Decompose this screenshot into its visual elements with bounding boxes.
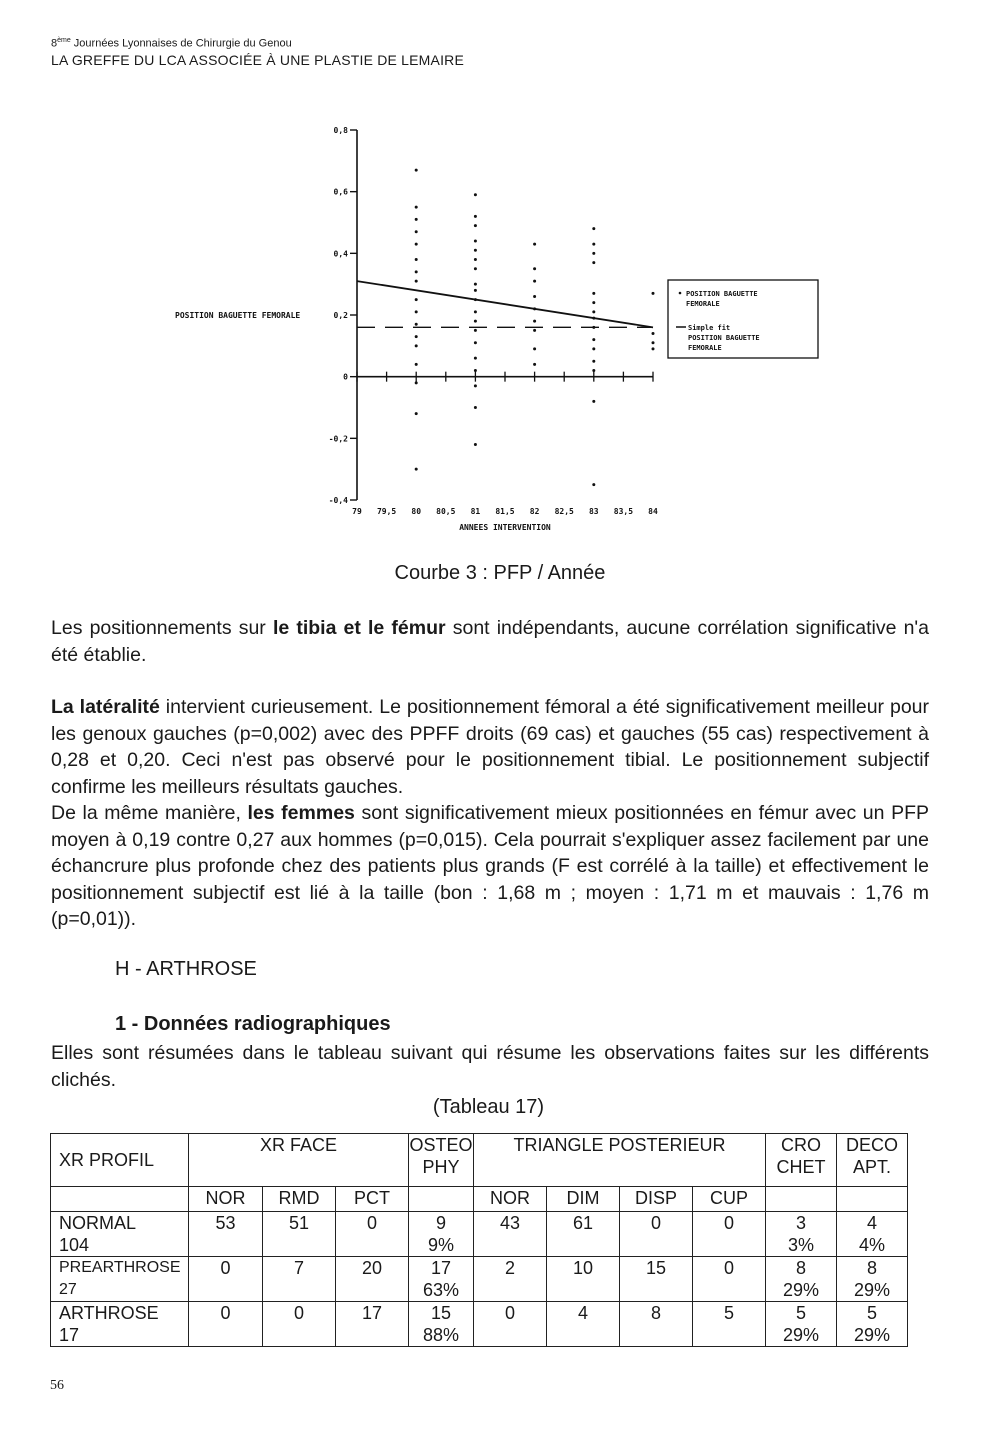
subheader-empty: [51, 1187, 189, 1212]
cell: 0: [189, 1257, 263, 1302]
subheader-tri-cup: CUP: [693, 1187, 766, 1212]
cell: 5: [693, 1302, 766, 1347]
chart-axes: [357, 130, 653, 500]
paragraph-femmes: De la même manière, les femmes sont significativement mieux positionnées en fémur avec un PFP moyen à 0,19 contre 0,27 aux hommes (p=0,015). Cela pourrait s'expliquer assez facilement par une échancrure plus profonde chez des patients plus grands (F est corrélé à la taille) et effectivement le positionnement subjectif est lié à la taille (bon : 1,68 m ; moyen : 1,71 m et mauvais : 1,76 m (p=0,01)).: [51, 802, 929, 930]
data-point: [415, 270, 418, 273]
data-point: [474, 240, 477, 243]
x-tick-label: 83,5: [613, 507, 634, 516]
cell: 61: [547, 1212, 620, 1257]
data-point: [415, 323, 418, 326]
running-header-title: LA GREFFE DU LCA ASSOCIÉE À UNE PLASTIE DE LEMAIRE: [51, 52, 465, 68]
data-point: [592, 338, 595, 341]
x-tick-label: 83: [588, 507, 599, 516]
x-tick-label: 79: [352, 507, 362, 516]
legend-line-label: Simple fit: [688, 324, 731, 332]
cell: 8 29%: [766, 1257, 837, 1302]
data-point: [652, 347, 655, 350]
cell: 15: [620, 1257, 693, 1302]
data-point: [415, 468, 418, 471]
header-xr-face: XR FACE: [189, 1134, 409, 1187]
table-row: [51, 1257, 908, 1302]
data-point: [415, 169, 418, 172]
y-tick-label: 0: [343, 372, 348, 382]
x-tick-label: 80: [411, 507, 422, 516]
cell: 4: [547, 1302, 620, 1347]
data-point: [592, 292, 595, 295]
y-tick-label: -0,4: [328, 496, 348, 505]
data-point: [592, 301, 595, 304]
cell: 0: [474, 1302, 547, 1347]
x-tick-label: 80,5: [436, 507, 456, 516]
data-point: [474, 341, 477, 344]
legend-point-label: POSITION BAGUETTE: [686, 290, 758, 298]
data-point: [592, 483, 595, 486]
data-point: [474, 193, 477, 196]
section-heading: H - ARTHROSE: [115, 958, 257, 980]
data-point: [474, 224, 477, 227]
data-point: [592, 400, 595, 403]
data-point: [474, 320, 477, 323]
chart-lines: [357, 281, 653, 327]
y-tick-label: 0,6: [333, 187, 348, 197]
data-point: [474, 289, 477, 292]
x-tick-label: 82: [529, 507, 540, 516]
cell: 10: [547, 1257, 620, 1302]
cell: 5 29%: [837, 1302, 908, 1347]
data-point: [533, 295, 536, 298]
cell: 51: [263, 1212, 336, 1257]
paragraph-lateralite: La latéralité intervient curieusement. Le positionnement fémoral a été significativement meilleur pour les genoux gauches (p=0,002) avec des PPFF droits (69 cas) et gauches (55 cas) respectivement à 0,28 et 0,20. Ceci n'est pas observé pour le positionnement tibial. Le positionnement subjectif confirme les meilleurs résultats gauches.: [51, 696, 929, 798]
data-point: [592, 261, 595, 264]
header-decoapt: DECO APT.: [837, 1134, 908, 1187]
x-axis-label: ANNEES INTERVENTION: [459, 523, 551, 532]
legend-point-marker: [679, 292, 682, 295]
cell: 0: [336, 1212, 409, 1257]
x-tick-label: 82,5: [554, 507, 574, 516]
table-row: [51, 1212, 908, 1257]
y-tick-label: 0,8: [333, 126, 348, 135]
y-tick-label: -0,2: [328, 434, 348, 444]
data-point: [415, 230, 418, 233]
data-point: [474, 384, 477, 387]
data-point: [533, 267, 536, 270]
data-point: [415, 335, 418, 338]
data-point: [415, 412, 418, 415]
chart-legend: [668, 280, 818, 358]
cell: 20: [336, 1257, 409, 1302]
cell: 4 4%: [837, 1212, 908, 1257]
subheader-tri-dim: DIM: [547, 1187, 620, 1212]
legend-line-label: POSITION BAGUETTE: [688, 334, 760, 342]
cell: 5 29%: [766, 1302, 837, 1347]
header-triangle-posterieur: TRIANGLE POSTERIEUR: [474, 1134, 766, 1187]
cell: 53: [189, 1212, 263, 1257]
table-caption: (Tableau 17): [432, 1096, 545, 1118]
cell: 17 63%: [409, 1257, 474, 1302]
cell: 0: [189, 1302, 263, 1347]
data-point: [592, 347, 595, 350]
subheader-tri-nor: NOR: [474, 1187, 547, 1212]
data-point: [592, 252, 595, 255]
cell: 8: [620, 1302, 693, 1347]
data-point: [652, 341, 655, 344]
page-number: 56: [50, 1378, 64, 1393]
cell: 8 29%: [837, 1257, 908, 1302]
data-point: [415, 206, 418, 209]
data-point: [474, 329, 477, 332]
data-point: [533, 347, 536, 350]
header-crochet: CRO CHET: [766, 1134, 837, 1187]
data-point: [533, 320, 536, 323]
subheader-face-rmd: RMD: [263, 1187, 336, 1212]
x-tick-label: 84: [648, 507, 658, 516]
data-point: [474, 267, 477, 270]
y-tick-label: 0,2: [333, 311, 348, 320]
cell: 2: [474, 1257, 547, 1302]
cell: 17: [336, 1302, 409, 1347]
cell: 0: [620, 1212, 693, 1257]
data-point: [474, 357, 477, 360]
data-point: [474, 369, 477, 372]
data-point: [474, 443, 477, 446]
data-point: [533, 329, 536, 332]
data-point: [415, 298, 418, 301]
data-point: [533, 243, 536, 246]
subheader-osteo-empty: [409, 1187, 474, 1212]
legend-point-label: FEMORALE: [686, 300, 720, 308]
figure-caption: Courbe 3 : PFP / Année: [394, 562, 606, 584]
data-point: [652, 332, 655, 335]
data-point: [474, 258, 477, 261]
data-point: [415, 258, 418, 261]
row-label: ARTHROSE 17: [51, 1302, 189, 1347]
table-row: [51, 1302, 908, 1347]
radiographic-table: [50, 1133, 908, 1347]
legend-line-label: FEMORALE: [688, 344, 722, 352]
data-point: [415, 280, 418, 283]
data-point: [474, 406, 477, 409]
row-label: NORMAL 104: [51, 1212, 189, 1257]
fit-line: [357, 281, 653, 327]
subheader-face-pct: PCT: [336, 1187, 409, 1212]
cell: 3 3%: [766, 1212, 837, 1257]
y-tick-label: 0,4: [333, 249, 348, 259]
data-point: [415, 381, 418, 384]
data-point: [415, 310, 418, 313]
data-point: [474, 310, 477, 313]
data-point: [415, 344, 418, 347]
cell: 0: [693, 1257, 766, 1302]
x-tick-label: 81: [470, 507, 481, 516]
data-point: [533, 280, 536, 283]
data-point: [592, 369, 595, 372]
subheader-tri-disp: DISP: [620, 1187, 693, 1212]
cell: 0: [263, 1302, 336, 1347]
y-axis-label: POSITION BAGUETTE FEMORALE: [175, 311, 301, 320]
data-point: [592, 243, 595, 246]
row-label: PREARTHROSE 27: [51, 1257, 189, 1302]
data-point: [592, 227, 595, 230]
chart-ticks: [175, 126, 658, 532]
data-point: [415, 363, 418, 366]
data-point: [592, 310, 595, 313]
subheader-face-nor: NOR: [189, 1187, 263, 1212]
data-point: [474, 249, 477, 252]
header-osteophy: OSTEO PHY: [409, 1134, 474, 1187]
cell: 9 9%: [409, 1212, 474, 1257]
pfp-scatter-chart: [0, 120, 1000, 540]
data-point: [415, 218, 418, 221]
data-point: [474, 215, 477, 218]
data-point: [474, 283, 477, 286]
cell: 43: [474, 1212, 547, 1257]
subheader-deco-empty: [837, 1187, 908, 1212]
x-tick-label: 79,5: [376, 507, 397, 516]
data-point: [592, 360, 595, 363]
x-tick-label: 81,5: [495, 507, 515, 516]
paragraph-tibia-femur: Les positionnements sur le tibia et le fémur sont indépendants, aucune corrélation significative n'a été établie.: [51, 617, 929, 666]
data-point: [415, 243, 418, 246]
data-point: [652, 292, 655, 295]
header-xr-profil: XR PROFIL: [51, 1134, 189, 1187]
subheader-cro-empty: [766, 1187, 837, 1212]
cell: 7: [263, 1257, 336, 1302]
paragraph-table-intro: Elles sont résumées dans le tableau suivant qui résume les observations faites sur les différents clichés.: [51, 1042, 929, 1091]
subsection-heading: 1 - Données radiographiques: [115, 1013, 391, 1035]
data-point: [533, 363, 536, 366]
cell: 15 88%: [409, 1302, 474, 1347]
cell: 0: [693, 1212, 766, 1257]
running-header-congress: 8ème Journées Lyonnaises de Chirurgie du Genou: [51, 37, 292, 50]
